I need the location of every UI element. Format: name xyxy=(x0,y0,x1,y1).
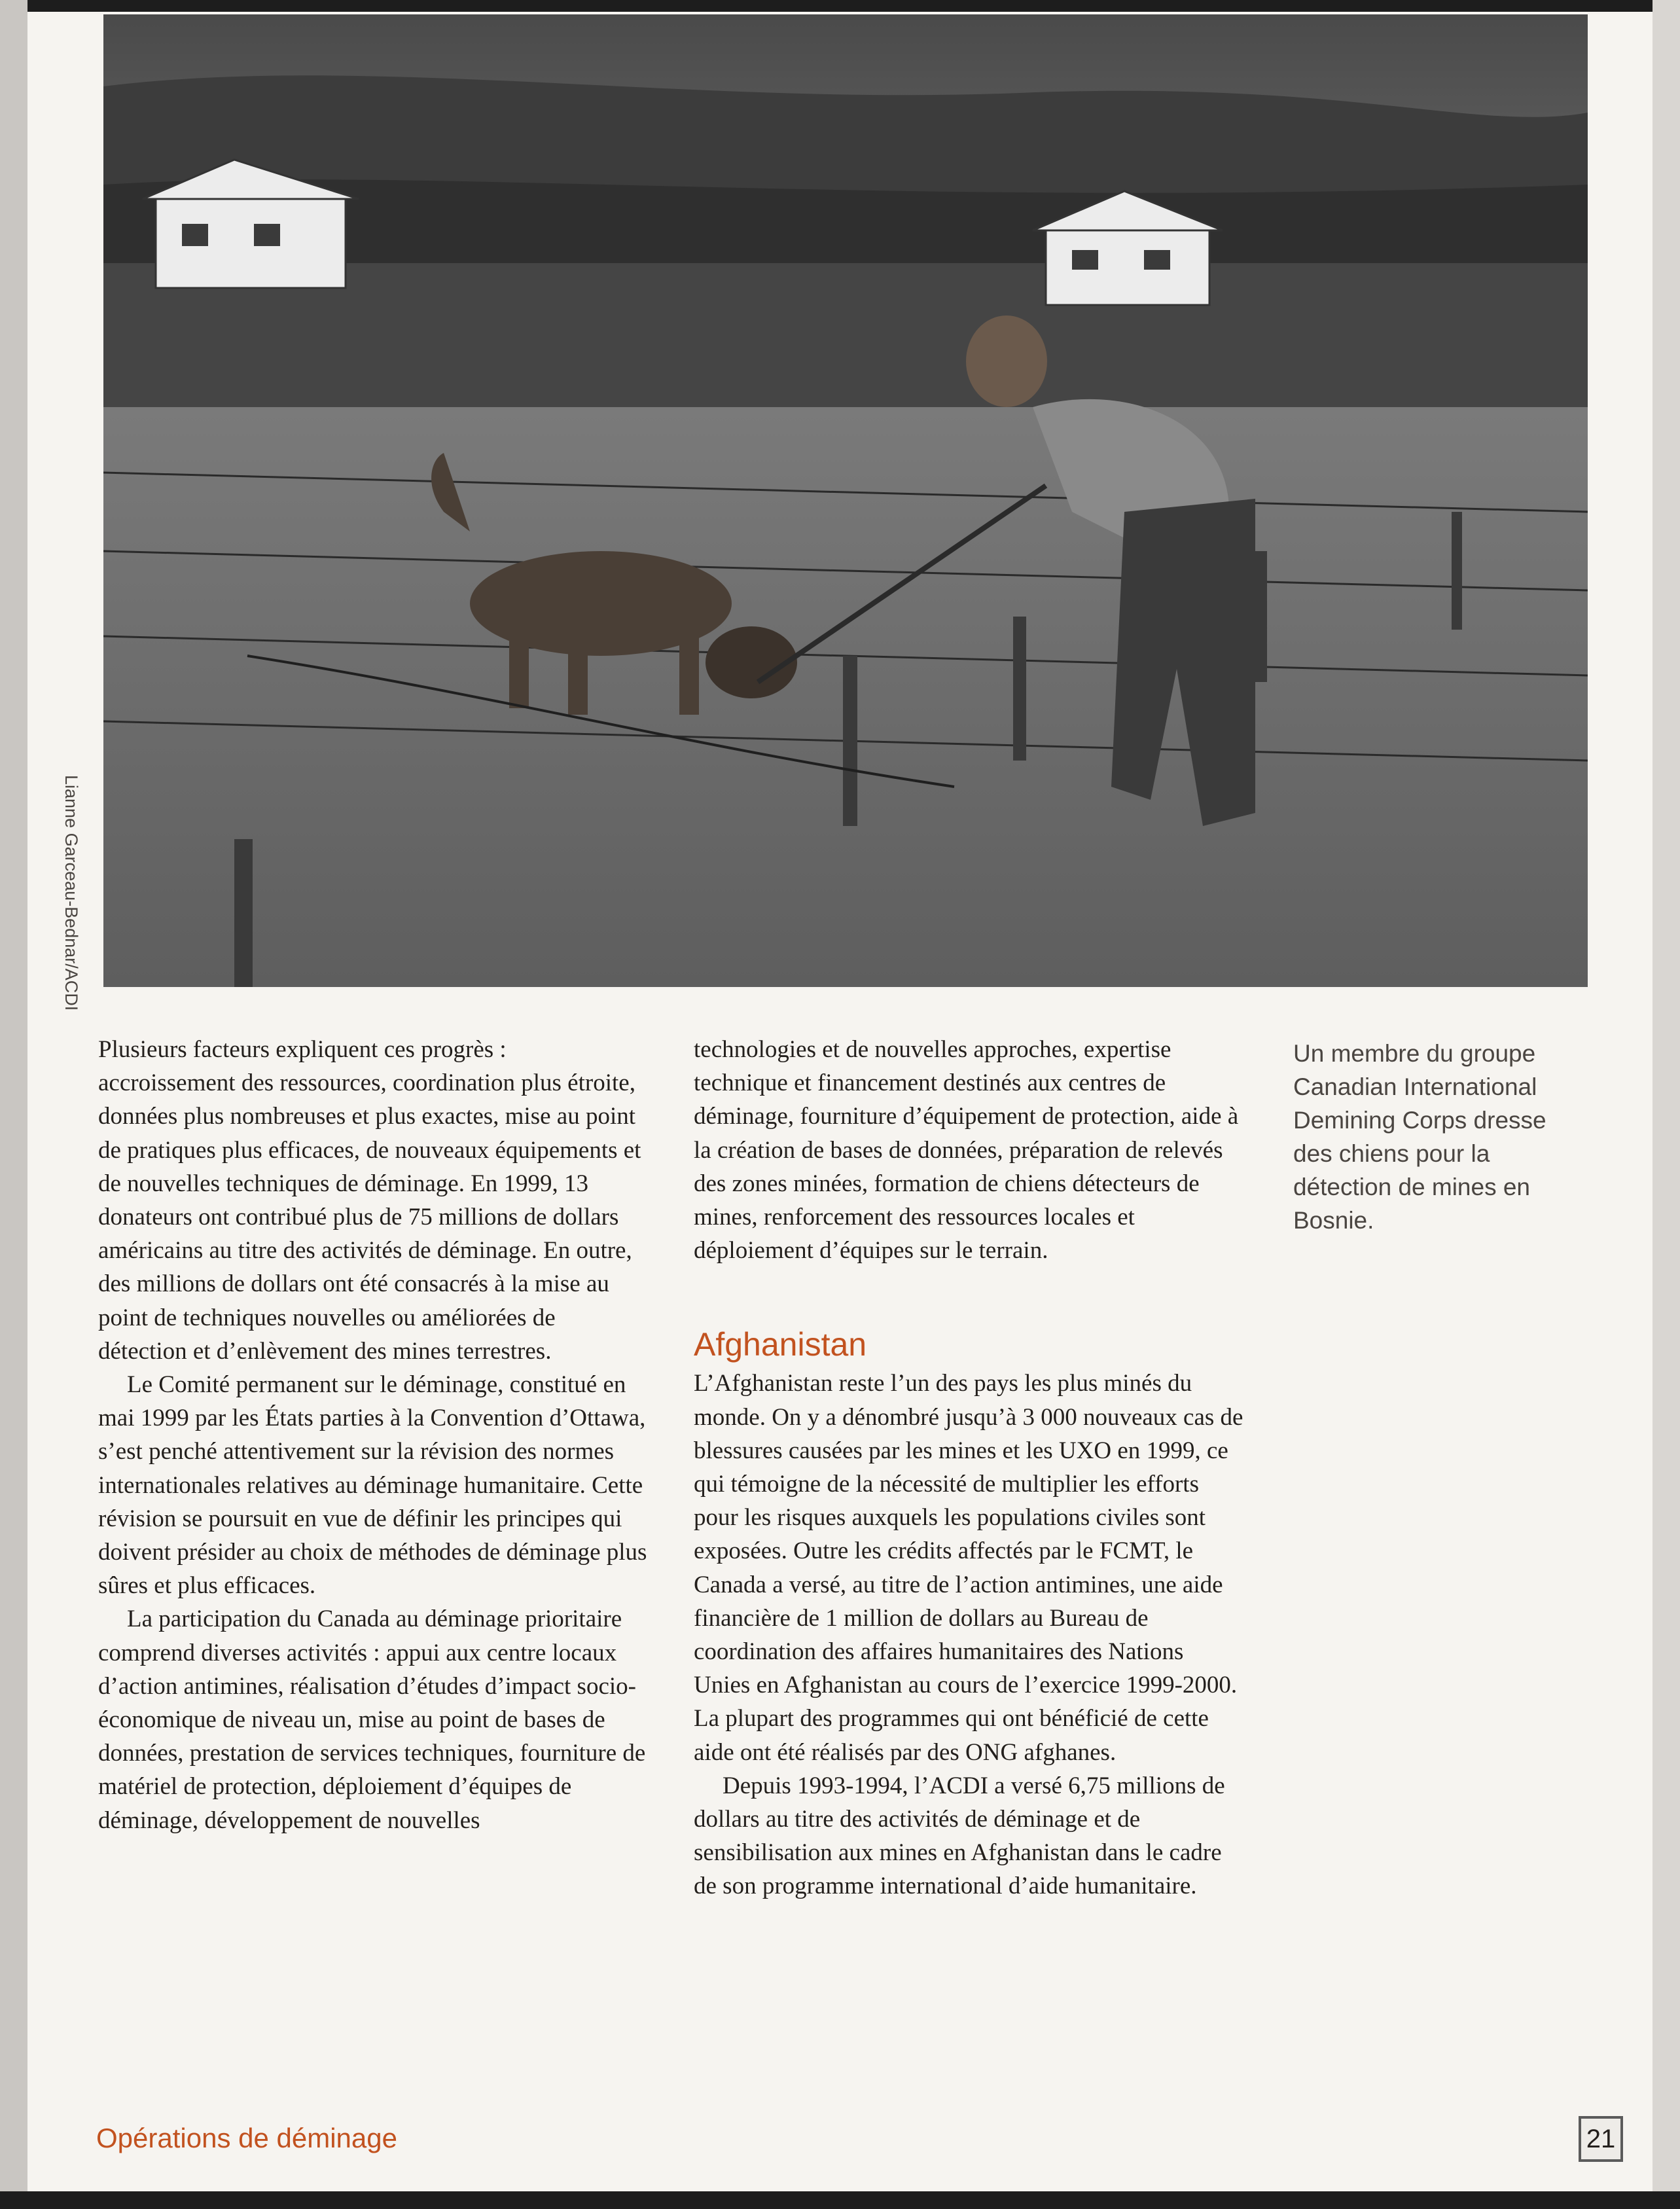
demining-dog-photo xyxy=(103,14,1588,987)
text-column-1 xyxy=(98,1033,648,1837)
paragraph-acdi-funding: Depuis 1993-1994, l’ACDI a versé 6,75 millions de dollars au titre des activités de déminage et de sensibilisation aux mines en Afghanistan dans le cadre de son programme international d’aide humanitaire. xyxy=(694,1772,1225,1900)
scan-edge-top xyxy=(0,0,1680,12)
page-number: 21 xyxy=(1579,2116,1623,2162)
photo-credit: Lianne Garceau-Bednar/ACDI xyxy=(62,775,81,1011)
paragraph-standing-committee: Le Comité permanent sur le déminage, constitué en mai 1999 par les États parties à la Convention d’Ottawa, s’est penché attentivement sur la révision des normes internationales relatives au déminage humanitaire. Cette révision se poursuit en vue de définir les principes qui doivent présider au choix de méthodes de déminage plus sûres et plus efficaces. xyxy=(98,1371,647,1600)
photo-caption: Un membre du groupe Canadian International Demining Corps dresse des chiens pour la détection de mines en Bosnie. xyxy=(1293,1040,1546,1234)
photo-illustration xyxy=(103,14,1588,987)
paragraph-afghanistan-mines: L’Afghanistan reste l’un des pays les plus minés du monde. On y a dénombré jusqu’à 3 000 nouveaux cas de blessures causées par les mines et les UXO en 1999, ce qui témoigne de la nécessité de multiplier les efforts pour les risques auxquels les populations civiles sont exposées. Outre les crédits affectés par le FCMT, le Canada a versé, au titre de l’action antimines, une aide financière de 1 million de dollars au Bureau de coordination des affaires humanitaires des Nations Unies en Afghanistan au cours de l’exercice 1999-2000. La plupart des programmes qui ont bénéficié de cette aide ont été réalisés par des ONG afghanes. xyxy=(694,1370,1243,1766)
footer-section-title: Opérations de déminage xyxy=(96,2123,397,2153)
scan-edge-right xyxy=(1653,0,1680,2209)
scan-edge-bottom xyxy=(0,2191,1680,2209)
scan-edge-left xyxy=(0,0,27,2209)
paragraph-progress-factors: Plusieurs facteurs expliquent ces progrès : accroissement des ressources, coordination plus étroite, données plus nombreuses et plus exactes, mise au point de pratiques plus efficaces, de nouveaux équipements et de nouvelles techniques de déminage. En 1999, 13 donateurs ont contribué plus de 75 millions de dollars américains au titre des activités de déminage. En outre, des millions de dollars ont été consacrés à la mise au point de techniques nouvelles ou améliorées de détection et d’enlèvement des mines terrestres. xyxy=(98,1036,641,1365)
section-heading-afghanistan: Afghanistan xyxy=(694,1326,867,1363)
text-column-2 xyxy=(694,1033,1243,1903)
paragraph-canada-participation: La participation du Canada au déminage prioritaire comprend diverses activités : appui aux centre locaux d’action antimines, réalisation d’études d’impact socio-économique de niveau un, mise au point de bases de données, prestation de services techniques, fourniture de matériel de protection, déploiement d’équipes de déminage, développement de nouvelles xyxy=(98,1606,646,1834)
paragraph-continuation: technologies et de nouvelles approches, expertise technique et financement destinés aux centres de déminage, fourniture d’équipement de protection, aide à la création de bases de données, préparation de relevés des zones minées, formation de chiens détecteurs de mines, renforcement des ressources locales et déploiement d’équipes sur le terrain. xyxy=(694,1036,1239,1265)
